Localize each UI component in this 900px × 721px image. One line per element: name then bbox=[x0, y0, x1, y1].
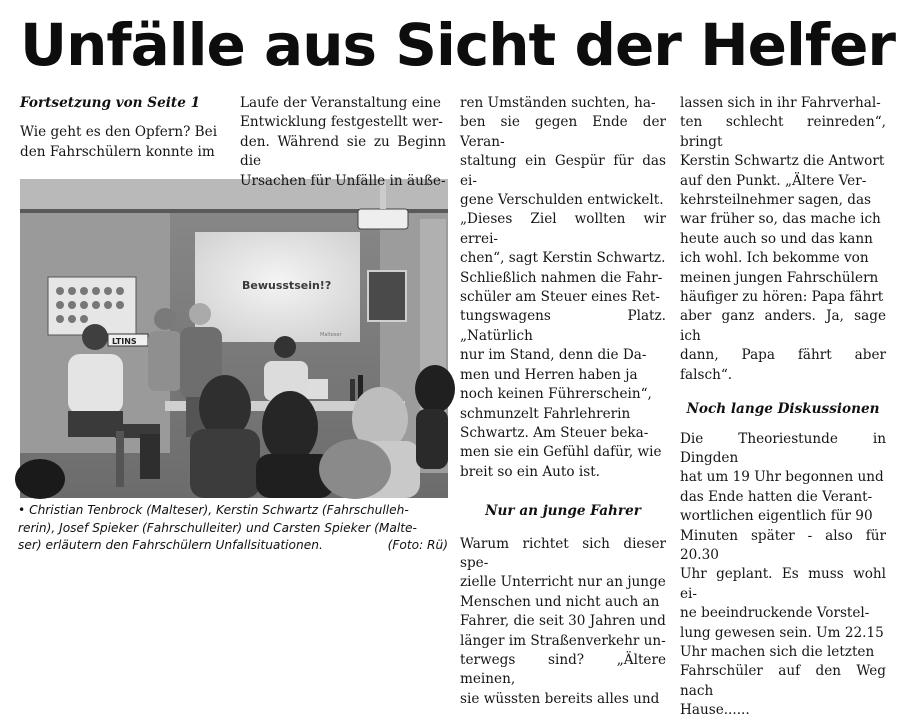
text-line: zielle Unterricht nur an junge bbox=[460, 574, 666, 591]
column-1-text bbox=[20, 123, 225, 162]
text-line: noch keinen Führerschein“, bbox=[460, 386, 652, 403]
caption-line: ser) erläutern den Fahrschülern Unfallsituationen. bbox=[18, 538, 323, 552]
caption-line: • Christian Tenbrock (Malteser), Kerstin Schwartz (Fahrschulleh- bbox=[18, 503, 409, 517]
headline: Unfälle aus Sicht der Helfer bbox=[20, 11, 896, 79]
text-line: sie wüssten bereits alles und bbox=[460, 690, 660, 707]
text-line: Laufe der Veranstaltung eine bbox=[240, 95, 441, 111]
text-line: länger im Straßenverkehr un- bbox=[460, 632, 666, 649]
text-line: gene Verschulden entwickelt. bbox=[460, 192, 664, 209]
text-line: ten schlecht reinreden“, bringt bbox=[680, 114, 886, 150]
text-line: Die Theoriestunde in Dingden bbox=[680, 430, 886, 466]
text-line: den Fahrschülern konnte im bbox=[20, 143, 215, 160]
text-line: das Ende hatten die Verant- bbox=[680, 488, 873, 505]
column-1 bbox=[20, 94, 225, 162]
text-line: Menschen und nicht auch an bbox=[460, 593, 660, 610]
text-line: häufiger zu hören: Papa fährt bbox=[680, 289, 884, 306]
text-line: Warum richtet sich dieser spe- bbox=[460, 535, 666, 571]
text-line: wortlichen eigentlich für 90 bbox=[680, 508, 873, 525]
caption-line-last bbox=[18, 537, 448, 555]
text-line: Fahrschüler auf den Weg nach bbox=[680, 663, 886, 699]
screen-logo: Malteser bbox=[320, 332, 342, 338]
text-line: ben sie gegen Ende der Veran- bbox=[460, 114, 666, 150]
text-line: schmunzelt Fahrlehrerin bbox=[460, 405, 631, 422]
text-line: aber ganz anders. Ja, sage ich bbox=[680, 308, 886, 344]
text-line: Minuten später - also für 20.30 bbox=[680, 527, 886, 563]
column-3 bbox=[460, 94, 666, 709]
text-line: war früher so, das mache ich bbox=[680, 211, 881, 228]
text-line: Uhr geplant. Es muss wohl ei- bbox=[680, 566, 886, 602]
text-line: Schließlich nahmen die Fahr- bbox=[460, 269, 663, 286]
text-line: ich wohl. Ich bekomme von bbox=[680, 250, 869, 267]
text-line: Kerstin Schwartz die Antwort bbox=[680, 153, 885, 170]
text-line: lassen sich in ihr Fahrverhal- bbox=[680, 95, 881, 111]
text-line: auf den Punkt. „Ältere Ver- bbox=[680, 172, 867, 189]
text-line: men sie ein Gefühl dafür, wie bbox=[460, 444, 662, 461]
text-line: lung gewesen sein. Um 22.15 bbox=[680, 624, 884, 641]
article-photo bbox=[20, 179, 448, 498]
column-4 bbox=[680, 94, 886, 721]
sign-text: LTINS bbox=[112, 337, 137, 346]
text-line: meinen jungen Fahrschülern bbox=[680, 269, 879, 286]
text-line: ne beeindruckende Vorstel- bbox=[680, 605, 870, 622]
text-line: chen“, sagt Kerstin Schwartz. bbox=[460, 250, 666, 267]
text-line: Uhr machen sich die letzten bbox=[680, 643, 875, 660]
text-line: kehrsteilnehmer sagen, das bbox=[680, 192, 872, 209]
text-line: ren Umständen suchten, ha- bbox=[460, 95, 656, 111]
text-line: Schwartz. Am Steuer beka- bbox=[460, 424, 649, 441]
subhead-noch-lange-diskussionen: Noch lange Diskussionen bbox=[686, 401, 880, 418]
text-line: heute auch so und das kann bbox=[680, 230, 873, 247]
text-line: Fahrer, die seit 30 Jahren und bbox=[460, 613, 666, 630]
text-line: staltung ein Gespür für das ei- bbox=[460, 153, 666, 189]
caption-line: rerin), Josef Spieker (Fahrschulleiter) und Carsten Spieker (Malte- bbox=[18, 520, 417, 535]
text-line: schüler am Steuer eines Ret- bbox=[460, 289, 660, 306]
text-line: hat um 19 Uhr begonnen und bbox=[680, 469, 884, 486]
subhead-nur-an-junge-fahrer: Nur an junge Fahrer bbox=[485, 503, 641, 520]
text-line: Wie geht es den Opfern? Bei bbox=[20, 124, 218, 141]
text-line: Ursachen für Unfälle in äuße- bbox=[240, 172, 446, 189]
photo-credit: (Foto: Rü) bbox=[387, 538, 448, 552]
kicker: Fortsetzung von Seite 1 bbox=[20, 95, 201, 111]
photo-caption bbox=[18, 502, 448, 555]
text-line: tungswagens Platz. „Natürlich bbox=[460, 308, 666, 344]
screen-text: Bewusstsein!? bbox=[242, 279, 332, 292]
text-line: terwegs sind? „Ältere meinen, bbox=[460, 651, 666, 688]
text-line: den. Während sie zu Beginn die bbox=[240, 133, 446, 170]
column-2 bbox=[240, 94, 446, 191]
text-line: breit so ein Auto ist. bbox=[460, 463, 600, 480]
text-line: nur im Stand, denn die Da- bbox=[460, 347, 647, 364]
text-line: „Dieses Ziel wollten wir errei- bbox=[460, 211, 666, 247]
text-line: men und Herren haben ja bbox=[460, 366, 638, 383]
text-line: Entwicklung festgestellt wer- bbox=[240, 114, 443, 131]
text-line: Hause...... bbox=[680, 702, 750, 719]
text-line: dann, Papa fährt aber falsch“. bbox=[680, 347, 886, 383]
